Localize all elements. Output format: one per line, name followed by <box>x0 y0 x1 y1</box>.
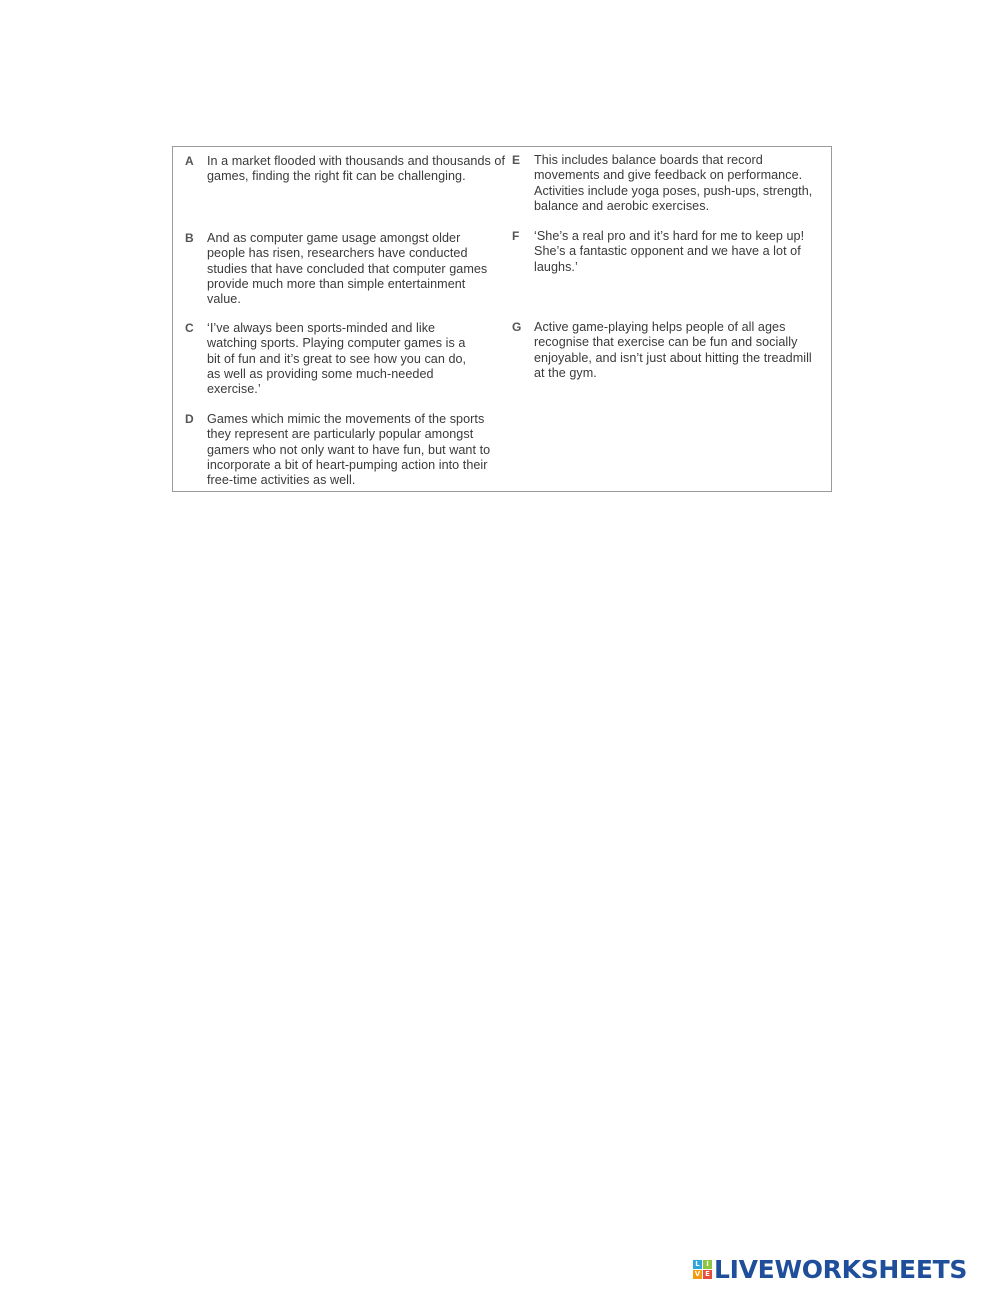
option-letter: C <box>185 321 194 335</box>
option-text: ‘She’s a real pro and it’s hard for me to keep up! She’s a fantastic opponent and we have a lot of laughs.’ <box>534 229 805 274</box>
option-letter: D <box>185 412 194 426</box>
option-letter: E <box>512 153 521 167</box>
option-text: And as computer game usage amongst older people has risen, researchers have conducted studies that have concluded that computer games provide much more than simple entertainment value. <box>207 231 488 307</box>
option-text: Active game-playing helps people of all ages recognise that exercise can be fun and socially enjoyable, and isn’t just about hitting the treadmill at the gym. <box>534 320 812 380</box>
option-letter: F <box>512 229 520 243</box>
option-text: In a market flooded with thousands and thousands of games, finding the right fit can be challenging. <box>207 154 505 184</box>
option-text: This includes balance boards that record movements and give feedback on performance. Activities include yoga poses, push-ups, strength, balance and aerobic exercises. <box>534 153 813 213</box>
brand-name: LIVEWORKSHEETS <box>714 1254 968 1284</box>
option-letter: A <box>185 154 194 168</box>
liveworksheets-logo <box>693 1255 967 1283</box>
option-letter: G <box>512 320 522 334</box>
live-icon: L I V E <box>693 1260 712 1279</box>
option-text: Games which mimic the movements of the sports they represent are particularly popular amongst gamers who not only want to have fun, but want to incorporate a bit of heart-pumping action into their free-time activities as well. <box>207 412 491 488</box>
option-text: ‘I’ve always been sports-minded and like watching sports. Playing computer games is a bit of fun and it’s great to see how you can do, as well as providing some much-needed exercise.’ <box>207 321 467 397</box>
option-letter: B <box>185 231 194 245</box>
options-box <box>172 146 832 492</box>
